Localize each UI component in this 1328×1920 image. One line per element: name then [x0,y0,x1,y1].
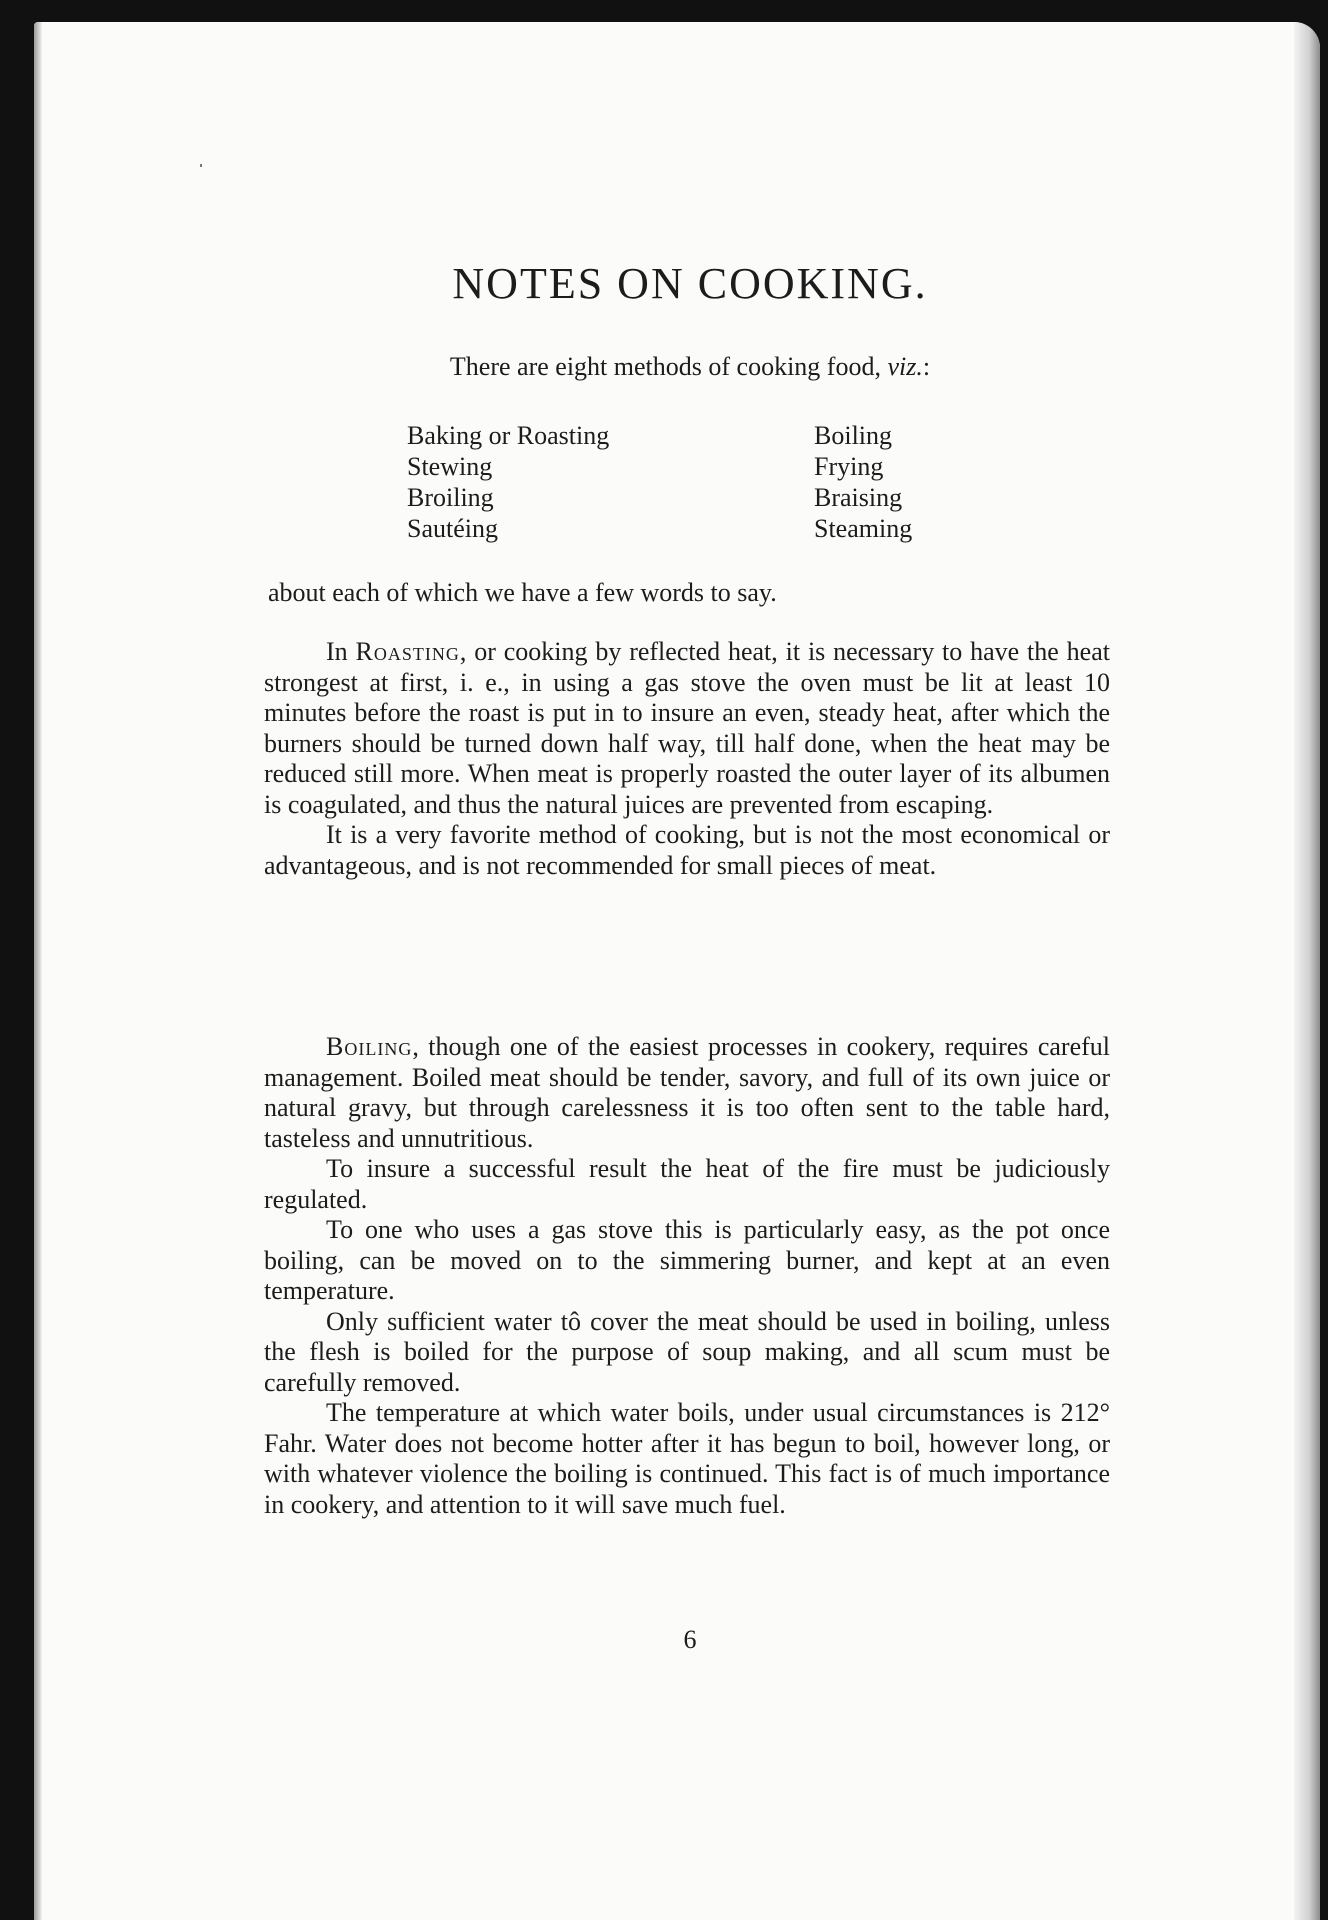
roasting-text: , or cooking by reflected heat, it is necessary to have the heat strongest at first, i. e., in using a gas stove the oven must be lit at least 10 minutes before the roast is put in to insure an even, steady heat, after which the burners should be turned down half way, till half done, when the heat may be reduced still more. When meat is properly roasted the outer layer of its albumen is coagulated, and thus the natural juices are prevented from escaping. [264,637,1110,819]
intro-line [0,352,1328,382]
intro-text: There are eight methods of cooking food, [449,352,888,381]
boiling-text: , though one of the easiest processes in cookery, requires careful management. Boiled meat should be tender, savory, and full of its own juice or natural gravy, but through carelessness it is too often sent to the table hard, tasteless and unnutritious. [264,1032,1110,1153]
roasting-lead: In [326,637,356,666]
method-item: Braising [814,483,903,512]
method-item: Boiling [814,421,893,450]
method-item: Stewing [407,452,493,481]
method-item: Frying [814,452,884,481]
method-item: Broiling [407,483,494,512]
intro-suffix: : [922,352,931,381]
methods-list-right [814,420,912,544]
roasting-paragraph-2: It is a very favorite method of cooking, but is not the most economical or advantageous, and is not recommended for small pieces of meat. [264,820,1110,880]
print-speck [200,164,202,167]
page-number: 6 [683,1625,697,1654]
boiling-paragraph-2: To insure a successful result the heat of the fire must be judiciously regulated. [264,1154,1110,1214]
about-line: about each of which we have a few words to say. [268,578,777,607]
method-item: Baking or Roasting [407,421,610,450]
page-title: NOTES ON COOKING. [452,259,928,308]
method-item: Steaming [814,514,913,543]
intro-emphasis: viz. [887,352,923,381]
boiling-term: Boiling [326,1032,413,1061]
boiling-paragraph-1 [264,1032,1110,1154]
methods-list-left [407,420,609,544]
boiling-paragraph-4: Only sufficient water tô cover the meat should be used in boiling, unless the flesh is boiled for the purpose of soup making, and all scum must be carefully removed. [264,1306,1110,1397]
boiling-paragraph-5: The temperature at which water boils, under usual circumstances is 212° Fahr. Water does not become hotter after it has begun to boil, however long, or with whatever violence the boiling is continued. This fact is of much importance in cookery, and attention to it will save much fuel. [264,1398,1110,1519]
roasting-term: Roasting [355,637,460,666]
boiling-paragraph-3: To one who uses a gas stove this is particularly easy, as the pot once boiling, can be moved on to the simmering burner, and kept at an even temperature. [264,1215,1110,1305]
boiling-section [264,1032,1110,1520]
method-item: Sautéing [407,514,498,543]
roasting-section [264,637,1110,881]
roasting-paragraph-1 [264,637,1110,820]
